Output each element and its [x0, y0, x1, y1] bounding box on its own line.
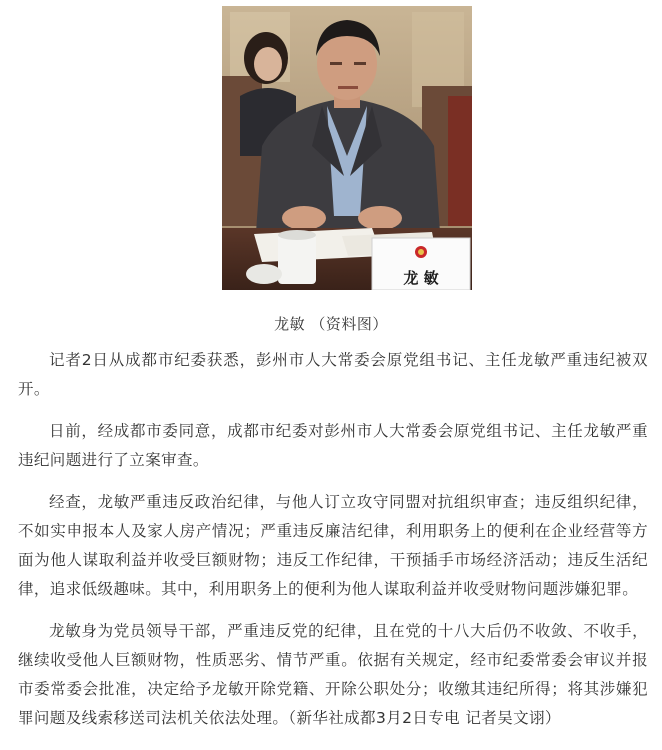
paragraph: 记者2日从成都市纪委获悉，彭州市人大常委会原党组书记、主任龙敏严重违纪被双开。	[18, 351, 648, 398]
paragraph: 日前，经成都市委同意，成都市纪委对彭州市人大常委会原党组书记、主任龙敏严重违纪问题进行了立案审查。	[18, 422, 648, 469]
article-body	[18, 346, 648, 746]
photo-caption: 龙敏 （资料图）	[274, 315, 388, 333]
nameplate-text: 龙 敏	[403, 269, 439, 287]
paragraph: 经查，龙敏严重违反政治纪律，与他人订立攻守同盟对抗组织审查；违反组织纪律，不如实申报本人及家人房产情况；严重违反廉洁纪律，利用职务上的便利在企业经营等方面为他人谋取利益并收受巨额财物；违反工作纪律，干预插手市场经济活动；违反生活纪律，追求低级趣味。其中，利用职务上的便利为他人谋取利益并收受财物问题涉嫌犯罪。	[18, 493, 648, 598]
paragraph: 龙敏身为党员领导干部，严重违反党的纪律，且在党的十八大后仍不收敛、不收手，继续收受他人巨额财物，性质恶劣、情节严重。依据有关规定，经市纪委常委会审议并报市委常委会批准，决定给予龙敏开除党籍、开除公职处分；收缴其违纪所得；将其涉嫌犯罪问题及线索移送司法机关依法处理。（新华社成都3月2日专电 记者吴文诩）	[18, 622, 648, 727]
portrait-image	[222, 6, 472, 290]
article-photo	[222, 6, 472, 290]
